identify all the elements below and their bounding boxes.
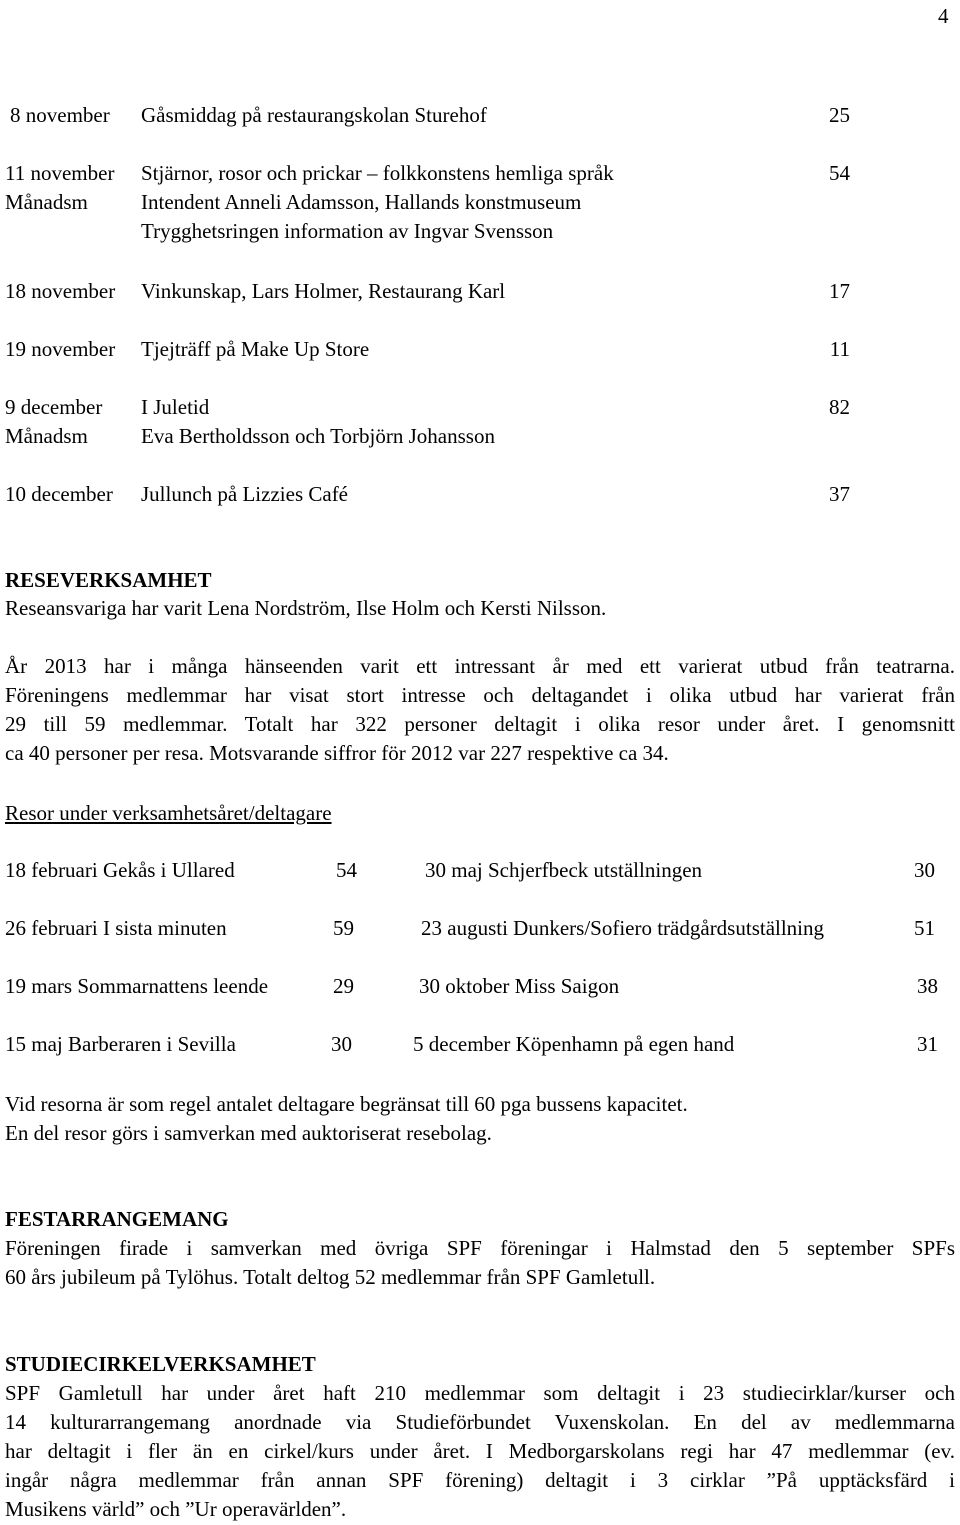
event-count: 25: [829, 103, 850, 127]
rese-responsible: Reseansvariga har varit Lena Nordström, Ilse Holm och Kersti Nilsson.: [5, 596, 607, 620]
event-title: Stjärnor, rosor och prickar – folkkonstens hemliga språk: [141, 161, 614, 185]
event-extra-label: Månadsm: [5, 190, 88, 214]
paragraph-line: Föreningen firade i samverkan med övriga SPF föreningar i Halmstad den 5 september SPFs: [5, 1236, 955, 1260]
event-title: Tjejträff på Make Up Store: [141, 337, 370, 361]
page-number: 4: [938, 4, 949, 28]
paragraph-line: 29 till 59 medlemmar. Totalt har 322 personer deltagit i olika resor under året. I genomsnitt: [5, 712, 955, 736]
section-heading: FESTARRANGEMANG: [5, 1207, 229, 1231]
trips-heading: Resor under verksamhetsåret/deltagare: [5, 801, 332, 825]
event-count: 37: [829, 482, 850, 506]
trip-count: 30: [331, 1032, 352, 1056]
trip-count: 54: [336, 858, 357, 882]
event-date: 18 november: [5, 279, 116, 303]
trip-text: 30 maj Schjerfbeck utställningen: [425, 858, 703, 882]
paragraph-line: Musikens värld” och ”Ur operavärlden”.: [5, 1497, 347, 1521]
event-date: 19 november: [5, 337, 116, 361]
trip-count: 59: [333, 916, 354, 940]
trip-text: 18 februari Gekås i Ullared: [5, 858, 235, 882]
event-count: 82: [829, 395, 850, 419]
event-date: 8 november: [10, 103, 110, 127]
event-extra-text: Trygghetsringen information av Ingvar Svensson: [141, 219, 554, 243]
event-title: Vinkunskap, Lars Holmer, Restaurang Karl: [141, 279, 506, 303]
event-date: 11 november: [5, 161, 115, 185]
rese-paragraph: [5, 652, 955, 768]
trip-text: 15 maj Barberaren i Sevilla: [5, 1032, 236, 1056]
event-title: Jullunch på Lizzies Café: [141, 482, 349, 506]
trip-count: 38: [917, 974, 938, 998]
paragraph-line: SPF Gamletull har under året haft 210 medlemmar som deltagit i 23 studiecirklar/kurser och: [5, 1381, 955, 1405]
trip-count: 30: [914, 858, 935, 882]
paragraph-line: År 2013 har i många hänseenden varit ett intressant år med ett varierat utbud från teatrarna.: [5, 654, 955, 678]
fest-paragraph: [5, 1234, 955, 1292]
event-extra-text: Eva Bertholdsson och Torbjörn Johansson: [141, 424, 495, 448]
trip-text: 5 december Köpenhamn på egen hand: [413, 1032, 735, 1056]
paragraph-line: Föreningens medlemmar har visat stort intresse och deltagandet i olika utbud har varierat från: [5, 683, 955, 707]
section-heading: STUDIECIRKELVERKSAMHET: [5, 1352, 316, 1376]
trip-count: 29: [333, 974, 354, 998]
event-title: Gåsmiddag på restaurangskolan Sturehof: [141, 103, 487, 127]
event-count: 54: [829, 161, 850, 185]
event-date: 9 december: [5, 395, 103, 419]
trip-text: 26 februari I sista minuten: [5, 916, 227, 940]
trip-note: Vid resorna är som regel antalet deltagare begränsat till 60 pga bussens kapacitet.: [5, 1092, 688, 1116]
event-date: 10 december: [5, 482, 113, 506]
event-count: 17: [829, 279, 850, 303]
studie-paragraph: [5, 1379, 955, 1524]
paragraph-line: 14 kulturarrangemang anordnade via Studieförbundet Vuxenskolan. En del av medlemmarna: [5, 1410, 955, 1434]
paragraph-line: 60 års jubileum på Tylöhus. Totalt deltog 52 medlemmar från SPF Gamletull.: [5, 1265, 656, 1289]
section-heading: RESEVERKSAMHET: [5, 568, 212, 592]
paragraph-line: ca 40 personer per resa. Motsvarande siffror för 2012 var 227 respektive ca 34.: [5, 741, 669, 765]
paragraph-line: har deltagit i fler än en cirkel/kurs under året. I Medborgarskolans regi har 47 medlemmar (ev.: [5, 1439, 955, 1463]
event-extra-label: Månadsm: [5, 424, 88, 448]
trip-text: 19 mars Sommarnattens leende: [5, 974, 269, 998]
trip-text: 23 augusti Dunkers/Sofiero trädgårdsutställning: [421, 916, 825, 940]
trip-count: 31: [917, 1032, 938, 1056]
event-count: 11: [829, 337, 850, 361]
paragraph-line: ingår några medlemmar från annan SPF förening) deltagit i 3 cirklar ”På upptäcksfärd i: [5, 1468, 955, 1492]
event-extra-text: Intendent Anneli Adamsson, Hallands konstmuseum: [141, 190, 582, 214]
trip-note: En del resor görs i samverkan med auktoriserat resebolag.: [5, 1121, 492, 1145]
event-title: I Juletid: [141, 395, 210, 419]
trip-text: 30 oktober Miss Saigon: [419, 974, 620, 998]
trip-count: 51: [914, 916, 935, 940]
